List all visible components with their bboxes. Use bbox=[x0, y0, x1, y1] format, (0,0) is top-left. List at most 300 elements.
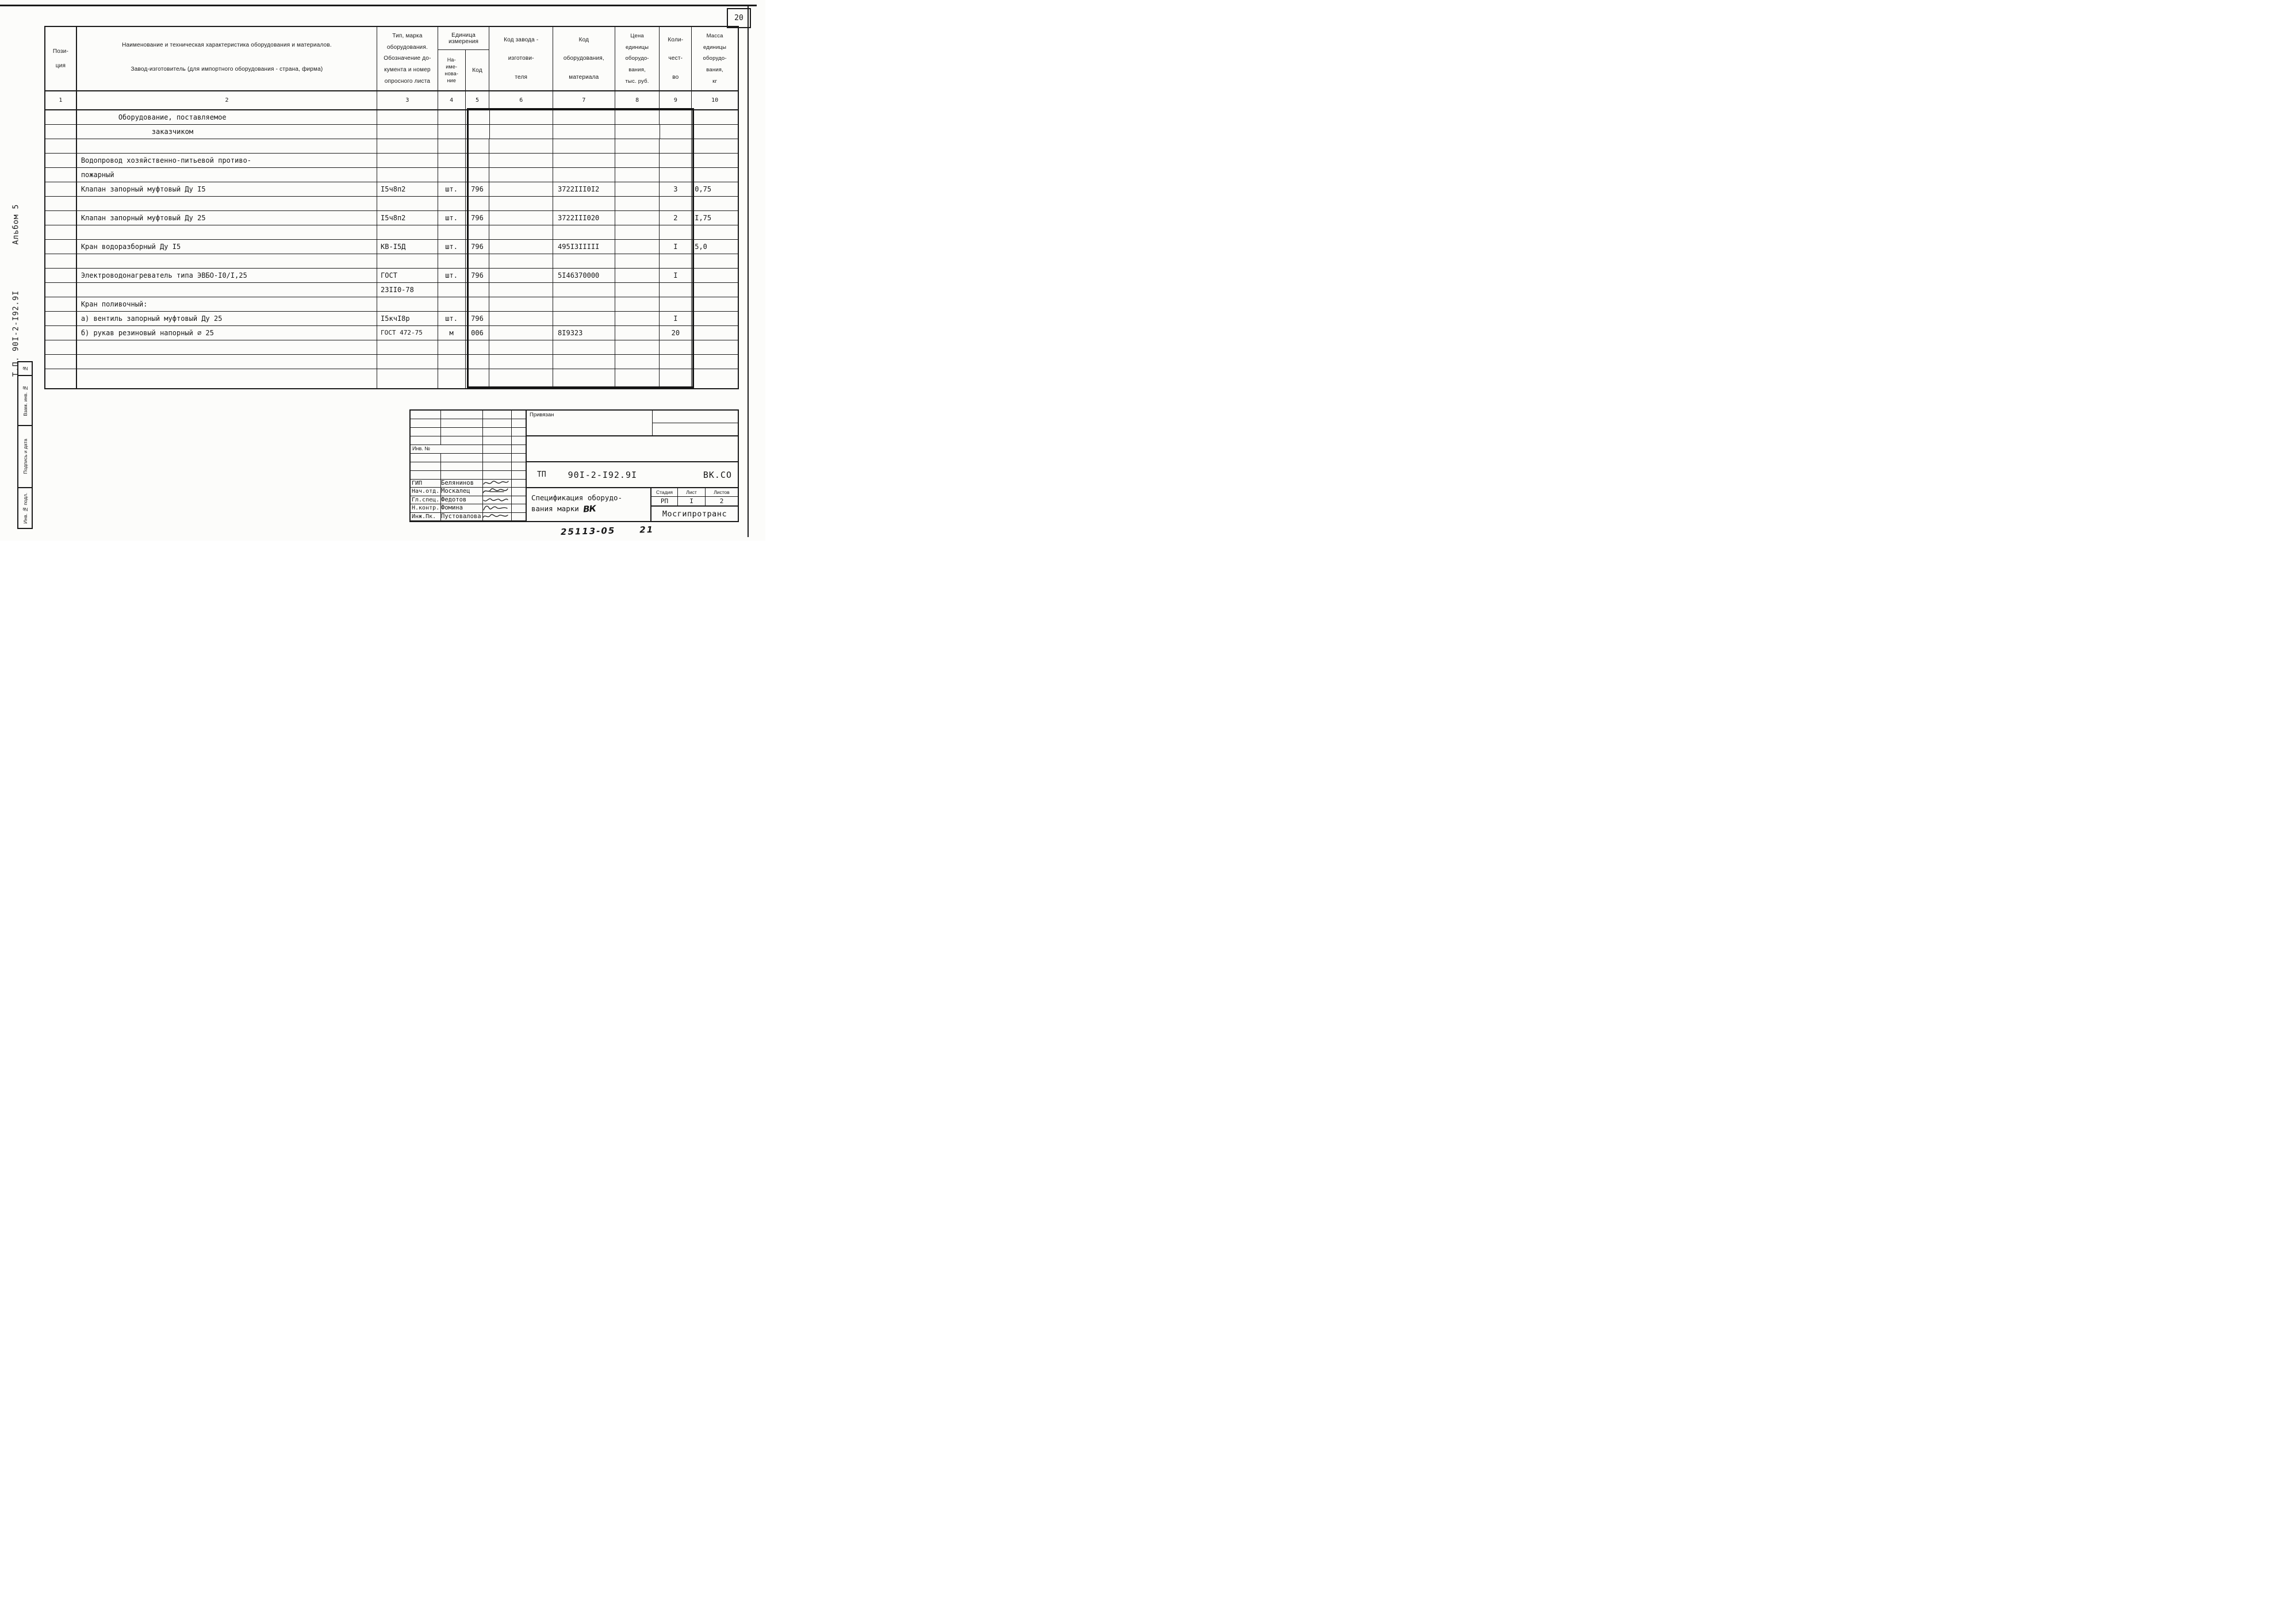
cell bbox=[438, 355, 466, 369]
cell bbox=[692, 110, 738, 125]
cell bbox=[490, 125, 554, 139]
cell bbox=[489, 211, 553, 225]
cell bbox=[553, 297, 615, 312]
empty-cell bbox=[653, 423, 738, 435]
table-row bbox=[45, 340, 738, 355]
cell bbox=[489, 283, 553, 297]
title-block bbox=[409, 409, 739, 522]
cell bbox=[438, 225, 466, 240]
title-grid-cell bbox=[512, 411, 526, 419]
cell: б) рукав резиновый напорный ∅ 25 bbox=[77, 326, 377, 340]
cell bbox=[45, 139, 77, 154]
cell bbox=[466, 154, 490, 168]
cell: шт. bbox=[438, 312, 466, 326]
staff-name: Фомина bbox=[441, 504, 483, 512]
staff-role: Нач.отд. bbox=[411, 488, 441, 496]
stamp-cell-vzam-inv: Взам. инв. № bbox=[17, 375, 33, 426]
staff-name: Москалец bbox=[441, 488, 483, 496]
cell bbox=[692, 154, 738, 168]
table-row bbox=[45, 197, 738, 211]
cell bbox=[77, 254, 377, 269]
cell: 5I46370000 bbox=[553, 269, 615, 283]
staff-name: Белянинов bbox=[441, 480, 483, 488]
sheets-label: Листов bbox=[706, 488, 738, 497]
header-unit-code: Код bbox=[472, 67, 482, 74]
cell bbox=[438, 110, 466, 125]
title-grid-cell bbox=[441, 419, 483, 428]
staff-role: ГИП bbox=[411, 480, 441, 488]
title-grid-cell bbox=[411, 411, 441, 419]
page-number-box bbox=[727, 8, 751, 28]
table-row bbox=[45, 240, 738, 254]
title-grid-cell bbox=[483, 419, 512, 428]
cell bbox=[438, 340, 466, 355]
title-grid-cell bbox=[441, 411, 483, 419]
cell bbox=[660, 369, 692, 388]
stamp-cell-inv-podl: Инв. № подл. bbox=[17, 487, 33, 529]
title-grid-cell bbox=[441, 454, 483, 462]
cell: Оборудование, поставляемое bbox=[77, 110, 377, 125]
title-grid-cell bbox=[411, 471, 441, 480]
cell bbox=[692, 254, 738, 269]
cell: 796 bbox=[466, 240, 490, 254]
signature-icon bbox=[480, 495, 513, 504]
cell: I5ч8п2 bbox=[377, 211, 438, 225]
cell bbox=[489, 326, 553, 340]
cell bbox=[489, 297, 553, 312]
cell bbox=[45, 326, 77, 340]
header-position: Пози- ция bbox=[45, 27, 77, 90]
cell: I bbox=[660, 269, 692, 283]
cell bbox=[615, 240, 660, 254]
handwritten-note bbox=[561, 524, 654, 537]
cell bbox=[660, 125, 692, 139]
header-unit-group bbox=[438, 27, 490, 90]
cell: 3 bbox=[660, 182, 692, 197]
cell: ГОСТ bbox=[377, 269, 438, 283]
doc-marks: ВК.СО bbox=[703, 469, 732, 480]
title-grid-cell bbox=[411, 428, 441, 436]
cell bbox=[553, 168, 615, 182]
title-grid-cell bbox=[512, 480, 526, 488]
table-row bbox=[45, 254, 738, 269]
column-number: 6 bbox=[489, 91, 553, 109]
table-row bbox=[45, 326, 738, 340]
handwritten-sheet: 21 bbox=[639, 524, 654, 535]
column-number: 8 bbox=[615, 91, 660, 109]
column-number-row bbox=[45, 91, 738, 110]
organization-name: Мосгипротранс bbox=[662, 509, 727, 519]
cell bbox=[615, 154, 660, 168]
signature-icon bbox=[480, 478, 513, 487]
stage-sheet-headers bbox=[651, 488, 738, 497]
cell: 796 bbox=[466, 211, 490, 225]
title-grid-cell bbox=[512, 513, 526, 521]
title-grid-cell bbox=[483, 454, 512, 462]
staff-role: Инж.Пк. bbox=[411, 513, 441, 521]
cell bbox=[438, 125, 466, 139]
cell bbox=[438, 254, 466, 269]
cell bbox=[660, 154, 692, 168]
cell bbox=[45, 240, 77, 254]
cell bbox=[466, 355, 490, 369]
title-grid-row bbox=[411, 419, 526, 428]
cell bbox=[45, 125, 77, 139]
handwritten-mark: ВК bbox=[582, 503, 596, 515]
cell bbox=[692, 139, 738, 154]
cell: 006 bbox=[466, 326, 490, 340]
empty-cell bbox=[653, 411, 738, 423]
column-number: 10 bbox=[711, 97, 719, 104]
title-grid-cell bbox=[483, 462, 512, 471]
cell bbox=[660, 355, 692, 369]
title-grid-cell bbox=[512, 419, 526, 428]
cell bbox=[489, 254, 553, 269]
sheet-label: Лист bbox=[678, 488, 706, 497]
table-row bbox=[45, 283, 738, 297]
cell bbox=[466, 369, 490, 388]
cell bbox=[692, 125, 738, 139]
title-grid-row bbox=[411, 454, 526, 462]
cell: 796 bbox=[466, 312, 490, 326]
cell bbox=[489, 240, 553, 254]
cell bbox=[377, 197, 438, 211]
cell bbox=[466, 283, 490, 297]
cell bbox=[660, 139, 692, 154]
cell: 3722III0I2 bbox=[553, 182, 615, 197]
cell bbox=[438, 283, 466, 297]
title-grid-row bbox=[411, 462, 526, 471]
cell bbox=[466, 225, 490, 240]
album-label: Альбом 5 bbox=[12, 204, 21, 245]
title-grid-row bbox=[411, 411, 526, 419]
cell bbox=[553, 197, 615, 211]
cell: 796 bbox=[466, 269, 490, 283]
cell: 23II0-78 bbox=[377, 283, 438, 297]
cell bbox=[553, 125, 615, 139]
cell bbox=[466, 168, 490, 182]
cell bbox=[45, 168, 77, 182]
cell bbox=[438, 197, 466, 211]
cell bbox=[692, 168, 738, 182]
cell bbox=[692, 355, 738, 369]
frame-top-line bbox=[0, 5, 757, 6]
cell bbox=[489, 225, 553, 240]
cell bbox=[615, 125, 660, 139]
cell bbox=[660, 168, 692, 182]
cell: Водопровод хозяйственно-питьевой противо- bbox=[77, 154, 377, 168]
cell bbox=[466, 340, 490, 355]
title-grid-row bbox=[411, 428, 526, 436]
header-type-mark: Тип, марка оборудования. Обозначение до- кумента и номер опросного листа bbox=[377, 27, 438, 90]
cell bbox=[466, 139, 490, 154]
column-number: 2 bbox=[77, 91, 377, 109]
cell bbox=[692, 283, 738, 297]
cell bbox=[45, 110, 77, 125]
cell bbox=[45, 154, 77, 168]
table-row bbox=[45, 139, 738, 154]
cell bbox=[489, 312, 553, 326]
title-grid-cell bbox=[512, 471, 526, 480]
cell: 0,75 bbox=[692, 182, 738, 197]
stage-sheet-grid bbox=[651, 488, 738, 521]
cell bbox=[615, 355, 660, 369]
title-grid-cell bbox=[512, 504, 526, 512]
cell bbox=[553, 283, 615, 297]
cell bbox=[615, 211, 660, 225]
cell: заказчиком bbox=[77, 125, 378, 139]
cell bbox=[438, 369, 466, 388]
cell bbox=[438, 297, 466, 312]
table-row bbox=[45, 269, 738, 283]
title-grid-row bbox=[411, 436, 526, 445]
cell bbox=[77, 139, 377, 154]
series-label: Т.П. 90I-2-I92.9I bbox=[12, 290, 21, 377]
cell bbox=[45, 197, 77, 211]
table-row bbox=[45, 312, 738, 326]
table-row bbox=[45, 110, 738, 125]
cell: I bbox=[660, 312, 692, 326]
title-grid-cell bbox=[483, 428, 512, 436]
cell bbox=[692, 225, 738, 240]
cell: шт. bbox=[438, 182, 466, 197]
cell bbox=[660, 340, 692, 355]
title-bottom-band bbox=[527, 488, 738, 521]
table-row bbox=[45, 168, 738, 182]
column-number: 9 bbox=[660, 91, 692, 109]
title-grid-cell bbox=[411, 436, 441, 445]
cell bbox=[77, 197, 377, 211]
table-row bbox=[45, 211, 738, 225]
stamp-cell-no: № bbox=[17, 361, 33, 376]
doc-type: ТП bbox=[537, 470, 546, 479]
cell: м bbox=[438, 326, 466, 340]
cell bbox=[615, 369, 660, 388]
table-row bbox=[45, 355, 738, 369]
cell bbox=[77, 225, 377, 240]
cell bbox=[489, 355, 553, 369]
cell bbox=[377, 355, 438, 369]
cell bbox=[615, 110, 660, 125]
cell bbox=[553, 312, 615, 326]
cell bbox=[438, 154, 466, 168]
cell bbox=[615, 326, 660, 340]
table-row bbox=[45, 225, 738, 240]
cell: 796 bbox=[466, 182, 490, 197]
column-number: 1 bbox=[45, 91, 77, 109]
table-row bbox=[45, 125, 738, 139]
title-grid-cell bbox=[512, 462, 526, 471]
cell bbox=[615, 168, 660, 182]
cell: Кран водоразборный Ду I5 bbox=[77, 240, 377, 254]
handwritten-number: 25113-05 bbox=[560, 525, 616, 538]
cell: ГОСТ 472-75 bbox=[377, 326, 438, 340]
title-grid-cell bbox=[411, 454, 441, 462]
stage-sheet-values bbox=[651, 497, 738, 507]
title-grid-cell bbox=[512, 488, 526, 496]
privyazan-band bbox=[527, 411, 738, 436]
cell bbox=[45, 254, 77, 269]
cell bbox=[489, 340, 553, 355]
table-header-row bbox=[45, 27, 738, 91]
title-grid-cell bbox=[441, 428, 483, 436]
cell bbox=[489, 369, 553, 388]
cell bbox=[692, 312, 738, 326]
staff-name: Федотов bbox=[441, 496, 483, 504]
frame-right-line bbox=[748, 5, 749, 537]
header-unit-name: На- име- нова- ние bbox=[438, 50, 466, 90]
cell bbox=[692, 297, 738, 312]
cell bbox=[377, 369, 438, 388]
cell: пожарный bbox=[77, 168, 377, 182]
header-name: Наименование и техническая характеристика оборудования и материалов. Завод-изготовитель (для импортного оборудования - страна, фирма) bbox=[77, 27, 377, 90]
cell bbox=[466, 297, 490, 312]
cell bbox=[489, 168, 553, 182]
cell bbox=[615, 254, 660, 269]
cell bbox=[45, 269, 77, 283]
sheet-value: I bbox=[678, 497, 706, 507]
scanned-specification-sheet bbox=[0, 0, 765, 541]
cell bbox=[377, 154, 438, 168]
cell: 2 bbox=[660, 211, 692, 225]
title-grid-cell bbox=[483, 513, 512, 521]
title-grid-cell bbox=[483, 436, 512, 445]
cell bbox=[615, 182, 660, 197]
cell bbox=[553, 225, 615, 240]
cell: I5ч8п2 bbox=[377, 182, 438, 197]
sheets-value: 2 bbox=[706, 497, 738, 507]
cell: 20 bbox=[660, 326, 692, 340]
cell bbox=[466, 125, 490, 139]
doc-number: 90I-2-I92.9I bbox=[568, 469, 638, 480]
cell bbox=[489, 197, 553, 211]
title-grid-cell bbox=[512, 454, 526, 462]
cell bbox=[45, 340, 77, 355]
privyazan-cell: Привязан bbox=[527, 411, 653, 435]
cell bbox=[377, 225, 438, 240]
cell: Клапан запорный муфтовый Ду I5 bbox=[77, 182, 377, 197]
header-factory-code: Код завода - изготови- теля bbox=[489, 27, 553, 90]
staff-role: Гл.спец. bbox=[411, 496, 441, 504]
cell bbox=[489, 139, 553, 154]
cell: I5кчI8р bbox=[377, 312, 438, 326]
cell bbox=[615, 197, 660, 211]
cell bbox=[692, 197, 738, 211]
title-grid-cell bbox=[441, 436, 483, 445]
cell bbox=[553, 355, 615, 369]
title-grid-cell bbox=[441, 471, 483, 480]
cell bbox=[466, 197, 490, 211]
cell: Клапан запорный муфтовый Ду 25 bbox=[77, 211, 377, 225]
cell bbox=[660, 225, 692, 240]
cell bbox=[615, 139, 660, 154]
title-grid-cell bbox=[483, 445, 512, 454]
cell bbox=[553, 254, 615, 269]
cell bbox=[553, 154, 615, 168]
cell bbox=[692, 326, 738, 340]
cell: Электроводонагреватель типа ЭВБО-I0/I,25 bbox=[77, 269, 377, 283]
staff-role: Н.контр. bbox=[411, 504, 441, 512]
cell bbox=[377, 125, 438, 139]
cell bbox=[692, 369, 738, 388]
cell bbox=[45, 297, 77, 312]
table-row bbox=[45, 297, 738, 312]
header-unit-price: Цена единицы оборудо- вания, тыс. руб. bbox=[615, 27, 660, 90]
cell bbox=[489, 182, 553, 197]
inv-number-label: Инв. № bbox=[411, 445, 483, 454]
title-grid-cell bbox=[411, 462, 441, 471]
cell bbox=[45, 312, 77, 326]
column-number: 3 bbox=[377, 91, 438, 109]
cell: КВ-I5Д bbox=[377, 240, 438, 254]
header-equipment-code: Код оборудования, материала bbox=[553, 27, 615, 90]
page-number: 20 bbox=[734, 14, 743, 22]
cell bbox=[490, 110, 554, 125]
cell bbox=[660, 254, 692, 269]
cell bbox=[660, 197, 692, 211]
cell bbox=[377, 297, 438, 312]
header-unit-mass: Масса единицы оборудо- вания, кг bbox=[703, 33, 727, 85]
cell bbox=[489, 269, 553, 283]
cell bbox=[45, 283, 77, 297]
column-number: 4 bbox=[438, 91, 466, 109]
cell bbox=[615, 225, 660, 240]
cell bbox=[77, 355, 377, 369]
cell bbox=[377, 254, 438, 269]
cell bbox=[692, 269, 738, 283]
document-title: Спецификация оборудо- вания марки ВК bbox=[527, 488, 651, 521]
cell bbox=[615, 312, 660, 326]
cell bbox=[77, 283, 377, 297]
cell bbox=[438, 168, 466, 182]
cell bbox=[489, 154, 553, 168]
cell bbox=[77, 340, 377, 355]
title-grid-row bbox=[411, 513, 526, 521]
cell bbox=[45, 211, 77, 225]
cell bbox=[377, 168, 438, 182]
cell bbox=[45, 225, 77, 240]
cell: 3722III020 bbox=[553, 211, 615, 225]
stage-label: Стадия bbox=[651, 488, 678, 497]
cell: I,75 bbox=[692, 211, 738, 225]
title-grid-cell bbox=[512, 445, 526, 454]
cell: шт. bbox=[438, 269, 466, 283]
cell bbox=[377, 340, 438, 355]
cell: 495I3IIIII bbox=[553, 240, 615, 254]
staff-name: Пустовалова bbox=[441, 513, 483, 521]
cell bbox=[377, 139, 438, 154]
cell bbox=[615, 297, 660, 312]
stage-value: РП bbox=[651, 497, 678, 507]
column-number: 5 bbox=[466, 91, 490, 109]
cell bbox=[466, 110, 490, 125]
table-row bbox=[45, 154, 738, 168]
header-unit-split bbox=[438, 50, 489, 90]
empty-band bbox=[527, 436, 738, 462]
title-grid-cell bbox=[512, 428, 526, 436]
table-row bbox=[45, 369, 738, 388]
cell bbox=[77, 369, 377, 388]
title-block-left-grid bbox=[411, 411, 527, 521]
signature-icon bbox=[480, 503, 513, 512]
signature-icon bbox=[480, 486, 513, 495]
cell bbox=[466, 254, 490, 269]
cell bbox=[692, 340, 738, 355]
cell: 8I9323 bbox=[553, 326, 615, 340]
cell bbox=[45, 369, 77, 388]
title-grid-cell bbox=[512, 436, 526, 445]
cell bbox=[45, 355, 77, 369]
